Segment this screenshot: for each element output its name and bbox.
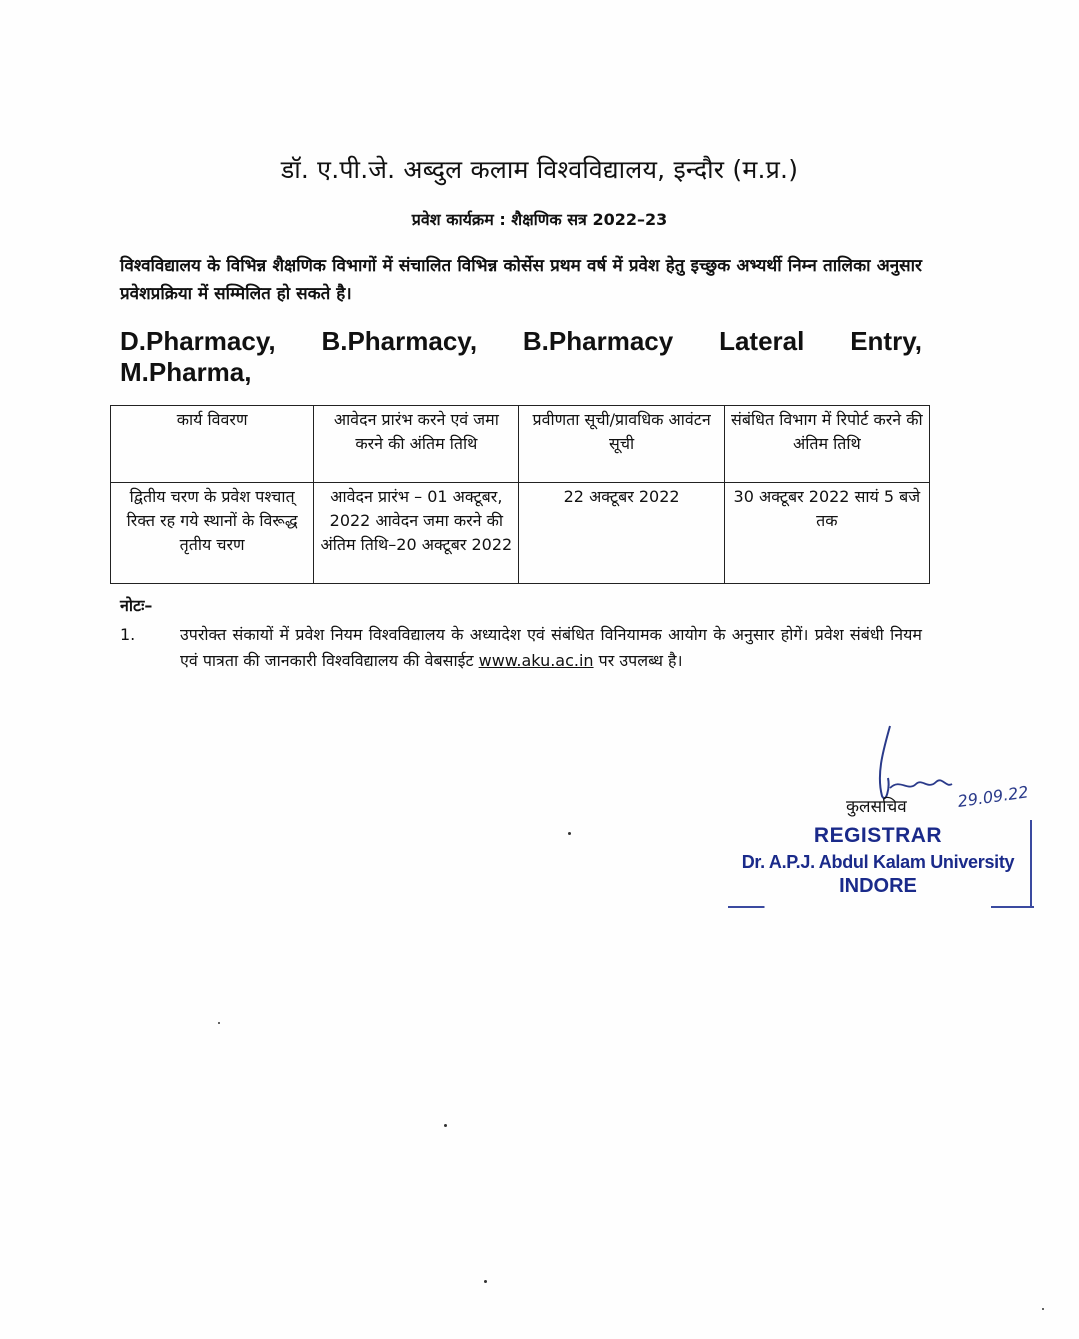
course-list-line-2: M.Pharma, bbox=[120, 357, 252, 387]
scan-speck bbox=[568, 832, 571, 835]
course-list-line-1 bbox=[120, 326, 922, 357]
table-row bbox=[111, 483, 930, 584]
scan-speck bbox=[1042, 1308, 1044, 1310]
cell-application-dates: आवेदन प्रारंभ – 01 अक्टूबर, 2022 आवेदन जमा करने की अंतिम तिथि–20 अक्टूबर 2022 bbox=[314, 483, 519, 584]
scan-speck bbox=[444, 1124, 447, 1127]
admission-schedule-subtitle: प्रवेश कार्यक्रम : शैक्षणिक सत्र 2022–23 bbox=[411, 210, 668, 229]
registrar-seal bbox=[728, 820, 1034, 908]
seal-university: Dr. A.P.J. Abdul Kalam University bbox=[741, 852, 1015, 872]
seal-city: INDORE bbox=[839, 875, 917, 897]
header-merit-list: प्रवीणता सूची/प्रावधिक आवंटन सूची bbox=[519, 406, 724, 483]
course-lateral: Lateral bbox=[719, 326, 805, 356]
university-title: डॉ. ए.पी.जे. अब्दुल कलाम विश्वविद्यालय, इन्दौर (म.प्र.) bbox=[280, 155, 799, 184]
scan-speck bbox=[218, 1022, 220, 1024]
admission-schedule-table bbox=[110, 405, 930, 584]
cell-reporting-date: 30 अक्टूबर 2022 सायं 5 बजे तक bbox=[724, 483, 929, 584]
course-entry: Entry, bbox=[850, 326, 922, 356]
note-text-before: उपरोक्त संकायों में प्रवेश नियम विश्वविद्यालय के अध्यादेश एवं संबंधित विनियामक आयोग के अनुसार होगें। प्रवेश संबंधी नियम एवं पात्रता की जानकारी विश्वविद्यालय की वेबसाईट bbox=[180, 625, 922, 670]
seal-border-right bbox=[1030, 820, 1032, 908]
cell-activity: द्वितीय चरण के प्रवेश पश्चात् रिक्त रह गये स्थानों के विरूद्ध तृतीय चरण bbox=[111, 483, 314, 584]
signatory-designation: कुलसचिव bbox=[846, 797, 907, 817]
header-application-dates: आवेदन प्रारंभ करने एवं जमा करने की अंतिम तिथि bbox=[314, 406, 519, 483]
table-header-row bbox=[111, 406, 930, 483]
seal-border-bottom bbox=[728, 906, 1034, 908]
course-list bbox=[120, 326, 922, 388]
website-link[interactable]: www.aku.ac.in bbox=[478, 651, 594, 670]
header-activity: कार्य विवरण bbox=[111, 406, 314, 483]
header-reporting-date: संबंधित विभाग में रिपोर्ट करने की अंतिम तिथि bbox=[724, 406, 929, 483]
note-number: 1. bbox=[120, 625, 136, 644]
seal-registrar: REGISTRAR bbox=[813, 824, 943, 847]
course-b-pharmacy: B.Pharmacy, bbox=[321, 326, 478, 356]
intro-paragraph: विश्वविद्यालय के विभिन्न शैक्षणिक विभागों में संचालित विभिन्न कोर्सेस प्रथम वर्ष में प्रवेश हेतु इच्छुक अभ्यर्थी निम्न तालिका अनुसार प्रवेशप्रक्रिया में सम्मिलित हो सकते है। bbox=[120, 256, 922, 304]
note-text-after: पर उपलब्ध है। bbox=[598, 651, 683, 670]
note-text bbox=[180, 622, 922, 674]
signature-date: 29.09.22 bbox=[956, 782, 1030, 812]
note-heading: नोटः– bbox=[120, 596, 153, 615]
course-b-pharmacy-lateral: B.Pharmacy bbox=[522, 326, 674, 356]
course-d-pharmacy: D.Pharmacy, bbox=[120, 326, 276, 356]
scan-speck bbox=[484, 1280, 487, 1283]
cell-merit-list: 22 अक्टूबर 2022 bbox=[519, 483, 724, 584]
